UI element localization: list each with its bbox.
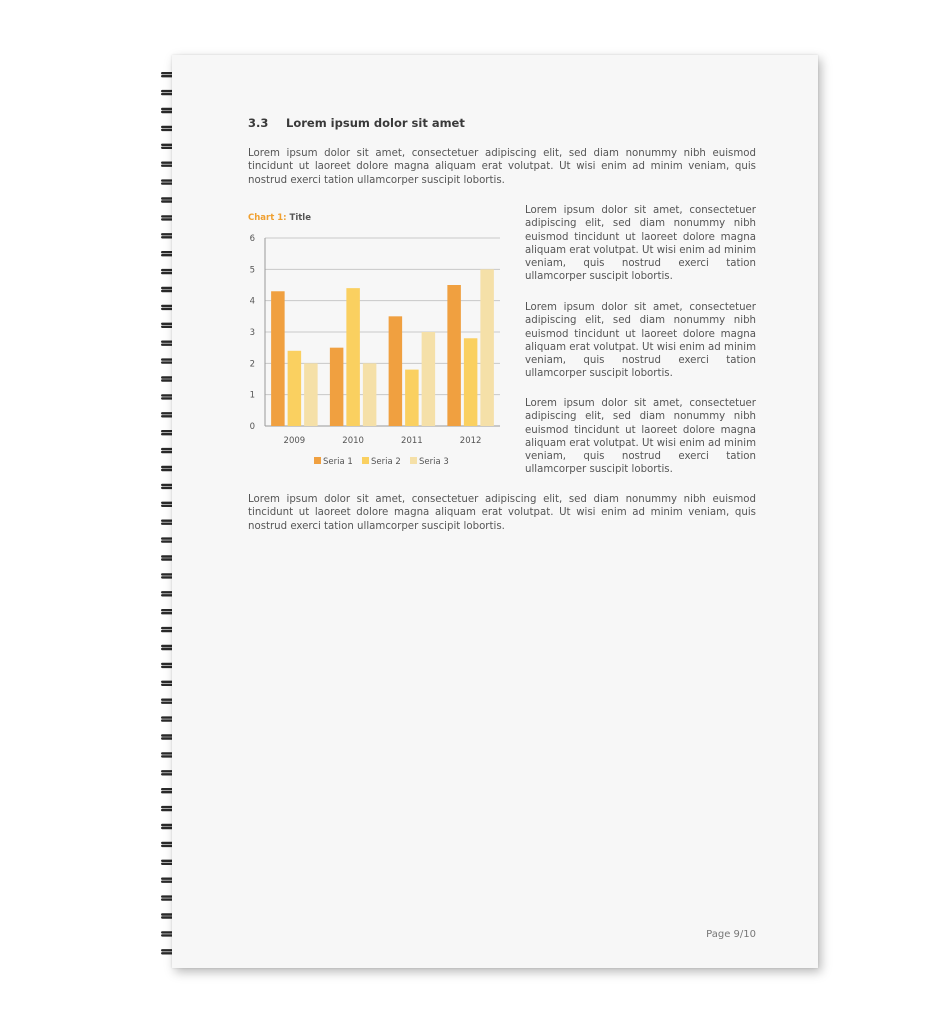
section-title: Lorem ipsum dolor sit amet: [286, 116, 465, 130]
side-paragraph-2: Lorem ipsum dolor sit amet, consectetuer adipiscing elit, sed diam nonummy nibh euismod tincidunt ut laoreet dolore magna aliquam erat volutpat. Ut wisi enim ad minim veniam, quis nostrud exerci tation ullamcorper suscipit lobortis.: [525, 302, 756, 380]
section-number: 3.3: [248, 116, 269, 130]
bar-seria-2-2010: [346, 288, 360, 426]
y-tick-label: 4: [249, 296, 255, 307]
y-tick-label: 0: [249, 422, 255, 432]
legend-swatch: [362, 457, 369, 464]
section-heading: [248, 116, 465, 130]
bar-seria-1-2012: [447, 285, 461, 426]
y-tick-label: 2: [249, 359, 255, 370]
x-tick-label: 2009: [283, 436, 306, 446]
bar-seria-3-2011: [422, 332, 436, 426]
side-paragraph-1: Lorem ipsum dolor sit amet, consectetuer adipiscing elit, sed diam nonummy nibh euismod tincidunt ut laoreet dolore magna aliquam erat volutpat. Ut wisi enim ad minim veniam, quis nostrud exerci tation ullamcorper suscipit lobortis.: [525, 205, 756, 283]
chart-caption-title: Title: [289, 213, 311, 223]
bar-seria-1-2009: [271, 291, 285, 426]
bar-seria-1-2011: [389, 316, 403, 426]
legend-swatch: [410, 457, 417, 464]
x-tick-label: 2011: [401, 436, 423, 446]
bar-seria-3-2009: [304, 363, 318, 426]
x-tick-label: 2012: [459, 436, 482, 446]
y-tick-label: 3: [249, 328, 255, 338]
chart-caption-label: Chart 1:: [248, 213, 287, 223]
x-tick-label: 2010: [342, 436, 364, 446]
legend-label: Seria 3: [419, 457, 449, 467]
outro-paragraph: Lorem ipsum dolor sit amet, consectetuer adipiscing elit, sed diam nonummy nibh euismod tincidunt ut laoreet dolore magna aliquam erat volutpat. Ut wisi enim ad minim veniam, quis nostrud exerci tation ullamcorper suscipit lobortis.: [248, 494, 756, 532]
bar-seria-2-2011: [405, 370, 419, 426]
y-tick-label: 6: [249, 234, 255, 244]
legend-label: Seria 1: [323, 457, 353, 467]
bar-seria-2-2009: [288, 351, 302, 426]
side-paragraph-3: Lorem ipsum dolor sit amet, consectetuer adipiscing elit, sed diam nonummy nibh euismod tincidunt ut laoreet dolore magna aliquam erat volutpat. Ut wisi enim ad minim veniam, quis nostrud exerci tation ullamcorper suscipit lobortis.: [525, 398, 756, 476]
y-tick-label: 5: [249, 265, 255, 276]
page-number: Page 9/10: [706, 929, 756, 940]
bar-chart: [240, 208, 510, 478]
chart-plot: [240, 208, 510, 478]
legend-swatch: [314, 457, 321, 464]
bar-seria-2-2012: [464, 338, 478, 426]
legend-label: Seria 2: [371, 457, 401, 467]
bar-seria-3-2012: [480, 269, 494, 426]
bar-seria-1-2010: [330, 348, 344, 426]
bar-seria-3-2010: [363, 363, 377, 426]
y-tick-label: 1: [249, 390, 255, 401]
intro-paragraph: Lorem ipsum dolor sit amet, consectetuer adipiscing elit, sed diam nonummy nibh euismod tincidunt ut laoreet dolore magna aliquam erat volutpat. Ut wisi enim ad minim veniam, quis nostrud exerci tation ullamcorper suscipit lobortis.: [248, 148, 756, 186]
